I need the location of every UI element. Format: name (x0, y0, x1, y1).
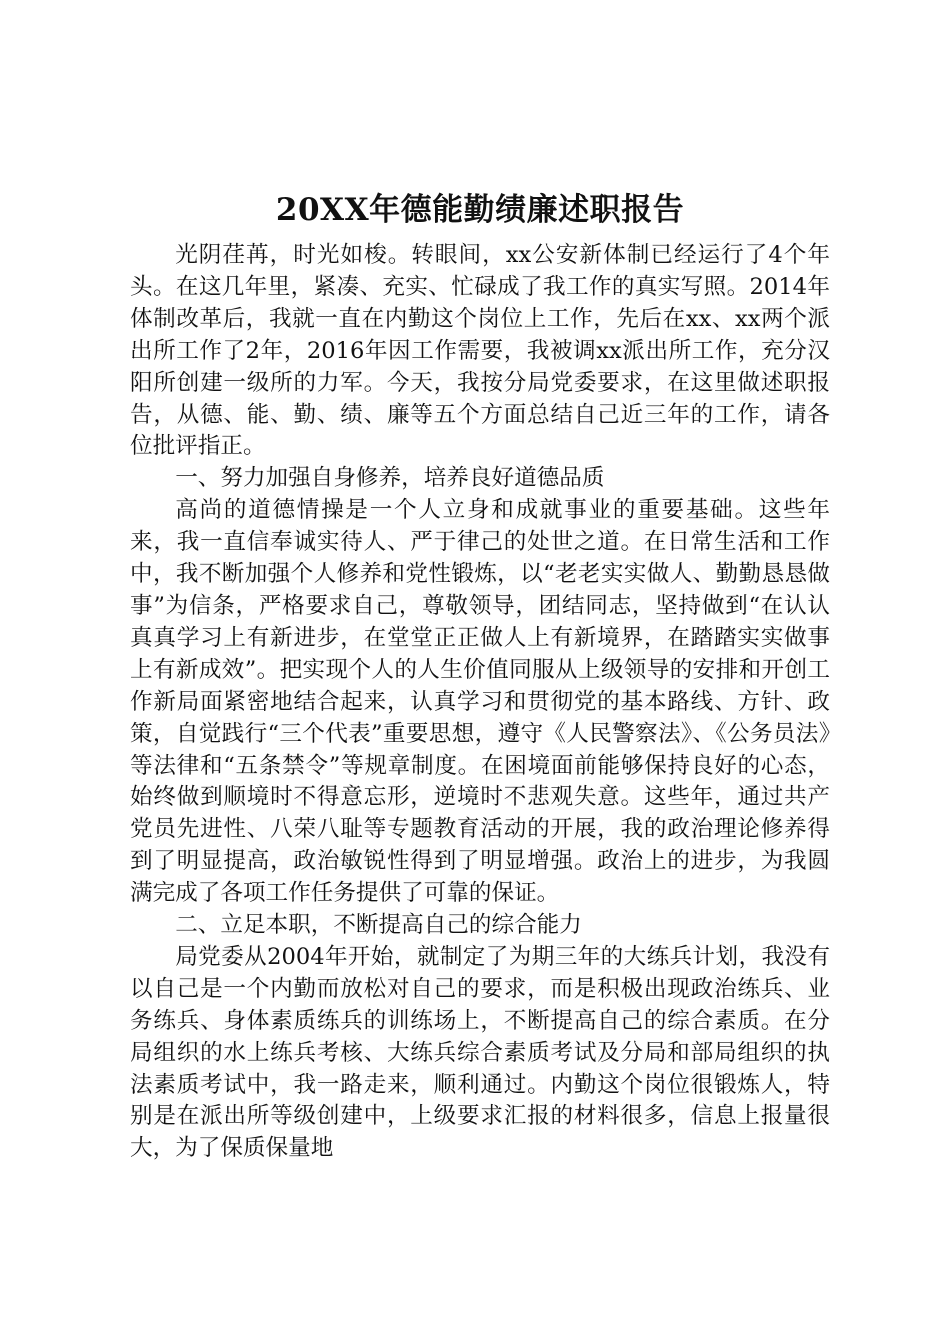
section-1-paragraph: 高尚的道德情操是一个人立身和成就事业的重要基础。这些年来，我一直信奉诚实待人、严于律己的处世之道。在日常生活和工作中，我不断加强个人修养和党性锻炼，以“老老实实做人、勤勤恳恳做事”为信条，严格要求自己，尊敬领导，团结同志，坚持做到“在认认真真学习上有新进步，在堂堂正正做人上有新境界，在踏踏实实做事上有新成效”。把实现个人的人生价值同服从上级领导的安排和开创工作新局面紧密地结合起来，认真学习和贯彻党的基本路线、方针、政策，自觉践行“三个代表”重要思想，遵守《人民警察法》、《公务员法》等法律和“五条禁令”等规章制度。在困境面前能够保持良好的心态，始终做到顺境时不得意忘形，逆境时不悲观失意。这些年，通过共产党员先进性、八荣八耻等专题教育活动的开展，我的政治理论修养得到了明显提高，政治敏锐性得到了明显增强。政治上的进步，为我圆满完成了各项工作任务提供了可靠的保证。 (130, 497, 830, 907)
section-heading-2: 二、立足本职，不断提高自己的综合能力 (175, 912, 582, 939)
section-2-paragraph: 局党委从2004年开始，就制定了为期三年的大练兵计划，我没有以自己是一个内勤而放松对自己的要求，而是积极出现政治练兵、业务练兵、身体素质练兵的训练场上，不断提高自己的综合素质。在分局组织的水上练兵考核、大练兵综合素质考试及分局和部局组织的执法素质考试中，我一路走来，顺利通过。内勤这个岗位很锻炼人，特别是在派出所等级创建中，上级要求汇报的材料很多，信息上报量很大，为了保质保量地 (130, 943, 830, 1162)
intro-paragraph: 光阴荏苒，时光如梭。转眼间，xx公安新体制已经运行了4个年头。在这几年里，紧凑、充实、忙碌成了我工作的真实写照。2014年体制改革后，我就一直在内勤这个岗位上工作，先后在xx、xx两个派出所工作了2年，2016年因工作需要，我被调xx派出所工作，充分汉阳所创建一级所的力军。今天，我按分局党委要求，在这里做述职报告，从德、能、勤、绩、廉等五个方面总结自己近三年的工作，请各位批评指正。 (130, 242, 830, 460)
document-title: 20XX年德能勤绩廉述职报告 (275, 192, 685, 228)
section-heading-1: 一、努力加强自身修养，培养良好道德品质 (175, 465, 605, 492)
document-body (130, 186, 830, 1165)
